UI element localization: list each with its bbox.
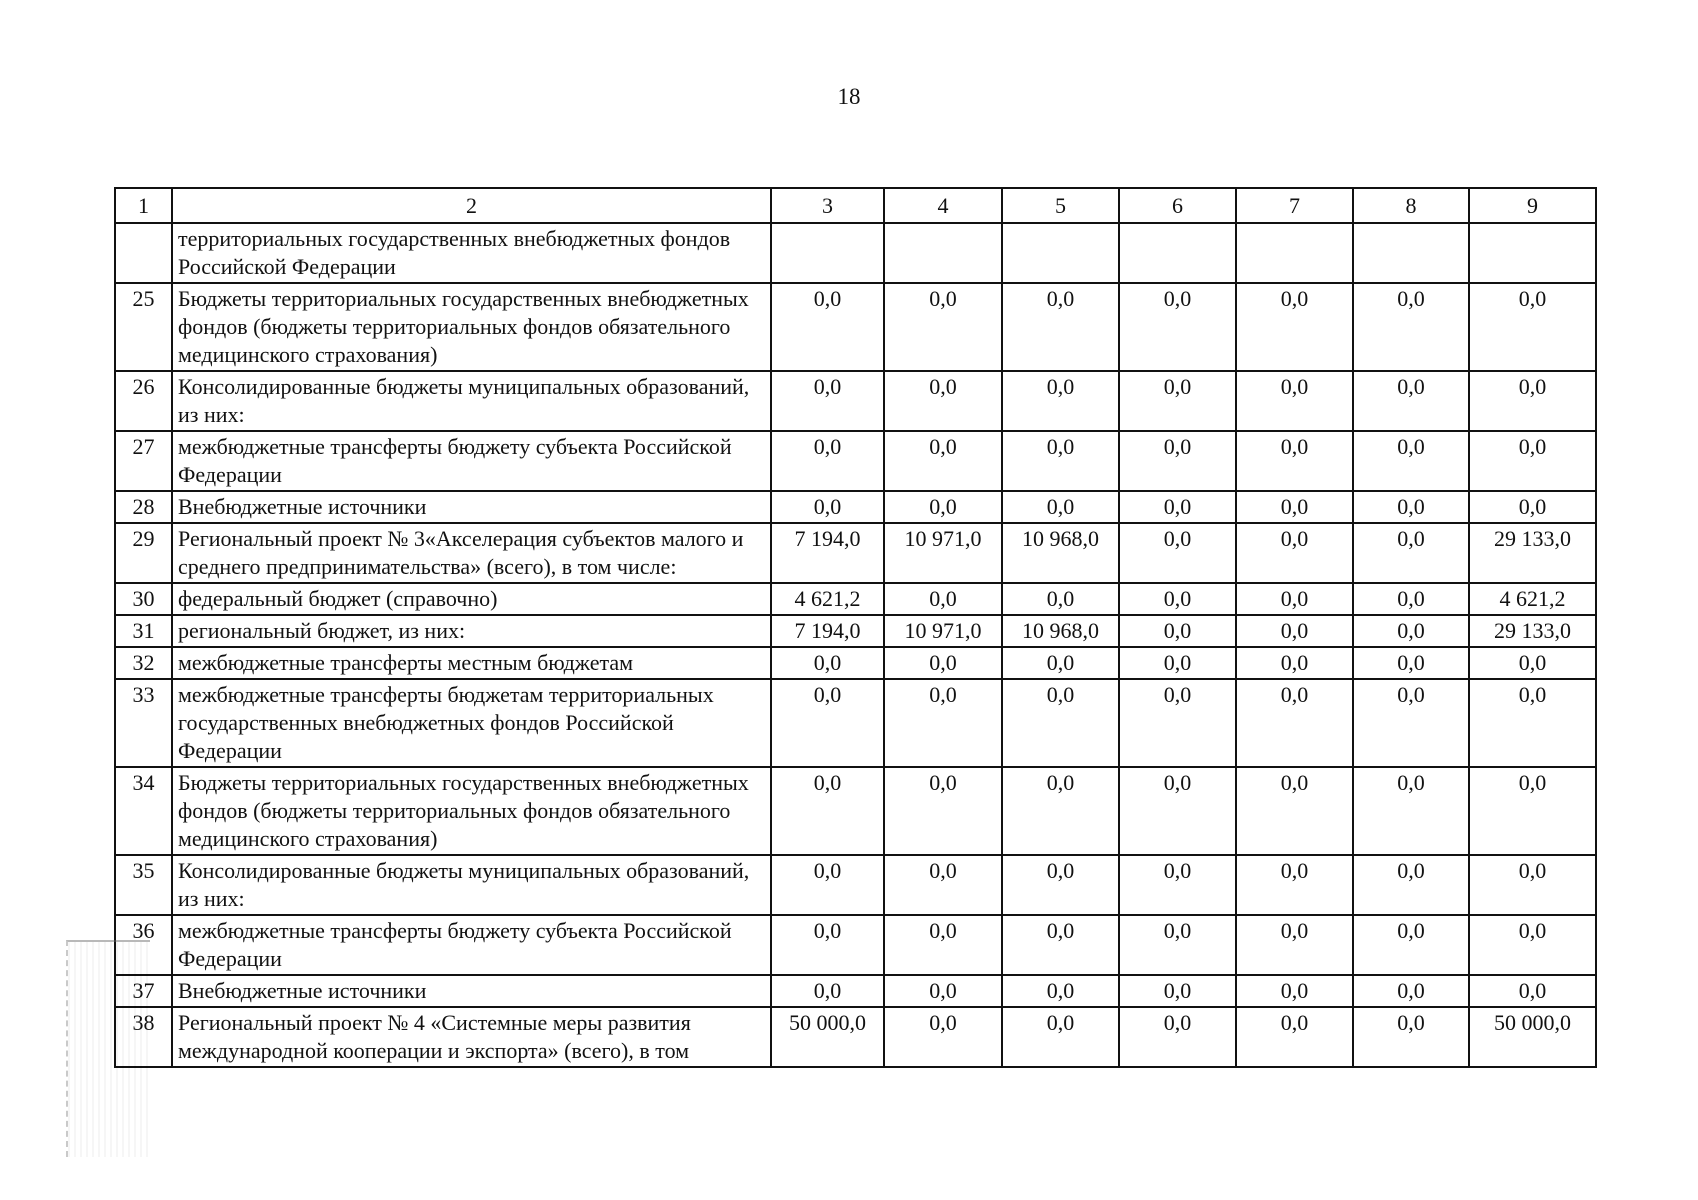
value-cell: 0,0: [771, 371, 884, 431]
value-cell: 0,0: [1119, 615, 1236, 647]
value-cell: 29 133,0: [1469, 615, 1596, 647]
value-cell: 0,0: [1236, 915, 1353, 975]
table-row: [115, 647, 1596, 679]
value-cell: 0,0: [771, 855, 884, 915]
row-number: [115, 223, 172, 283]
row-description: Региональный проект № 3«Акселерация субъектов малого и среднего предпринимательства» (всего), в том числе:: [172, 523, 771, 583]
column-header: 7: [1236, 188, 1353, 223]
value-cell: 0,0: [1119, 583, 1236, 615]
value-cell: 0,0: [884, 679, 1002, 767]
column-header: 5: [1002, 188, 1119, 223]
value-cell: 4 621,2: [1469, 583, 1596, 615]
value-cell: 0,0: [1119, 679, 1236, 767]
value-cell: 0,0: [1353, 915, 1469, 975]
value-cell: 0,0: [1469, 371, 1596, 431]
value-cell: 0,0: [1236, 371, 1353, 431]
table-row: [115, 223, 1596, 283]
value-cell: 0,0: [1002, 915, 1119, 975]
budget-table: [114, 187, 1597, 1068]
value-cell: [884, 223, 1002, 283]
value-cell: 7 194,0: [771, 615, 884, 647]
value-cell: 0,0: [884, 431, 1002, 491]
value-cell: 0,0: [1469, 915, 1596, 975]
value-cell: 0,0: [1236, 647, 1353, 679]
value-cell: 0,0: [1119, 647, 1236, 679]
value-cell: 0,0: [1002, 767, 1119, 855]
row-number: 34: [115, 767, 172, 855]
row-number: 32: [115, 647, 172, 679]
row-description: межбюджетные трансферты бюджету субъекта Российской Федерации: [172, 915, 771, 975]
value-cell: 0,0: [1002, 1007, 1119, 1067]
value-cell: 0,0: [1236, 523, 1353, 583]
value-cell: 0,0: [1353, 283, 1469, 371]
value-cell: [1119, 223, 1236, 283]
column-header: 1: [115, 188, 172, 223]
value-cell: 0,0: [1236, 855, 1353, 915]
value-cell: 29 133,0: [1469, 523, 1596, 583]
row-number: 28: [115, 491, 172, 523]
row-description: территориальных государственных внебюджетных фондов Российской Федерации: [172, 223, 771, 283]
row-number: 29: [115, 523, 172, 583]
value-cell: 0,0: [1236, 615, 1353, 647]
value-cell: [1236, 223, 1353, 283]
value-cell: 0,0: [771, 767, 884, 855]
row-description: Бюджеты территориальных государственных внебюджетных фондов (бюджеты территориальных фондов обязательного медицинского страхования): [172, 283, 771, 371]
value-cell: 50 000,0: [1469, 1007, 1596, 1067]
value-cell: [771, 223, 884, 283]
value-cell: 0,0: [771, 431, 884, 491]
value-cell: 10 968,0: [1002, 523, 1119, 583]
value-cell: 0,0: [1353, 431, 1469, 491]
row-number: 37: [115, 975, 172, 1007]
value-cell: 0,0: [1469, 431, 1596, 491]
value-cell: 0,0: [771, 915, 884, 975]
row-number: 26: [115, 371, 172, 431]
value-cell: 0,0: [884, 767, 1002, 855]
row-description: Консолидированные бюджеты муниципальных образований, из них:: [172, 371, 771, 431]
table-row: [115, 615, 1596, 647]
column-header: 9: [1469, 188, 1596, 223]
value-cell: 0,0: [1119, 855, 1236, 915]
value-cell: 0,0: [771, 647, 884, 679]
row-number: 30: [115, 583, 172, 615]
value-cell: 7 194,0: [771, 523, 884, 583]
value-cell: 0,0: [884, 647, 1002, 679]
value-cell: 10 971,0: [884, 615, 1002, 647]
value-cell: 0,0: [1002, 283, 1119, 371]
row-description: межбюджетные трансферты бюджету субъекта Российской Федерации: [172, 431, 771, 491]
value-cell: 0,0: [1353, 615, 1469, 647]
value-cell: 0,0: [1469, 767, 1596, 855]
row-number: 33: [115, 679, 172, 767]
table-row: [115, 915, 1596, 975]
value-cell: 0,0: [1119, 767, 1236, 855]
value-cell: 0,0: [1353, 855, 1469, 915]
table-row: [115, 371, 1596, 431]
value-cell: 0,0: [1353, 679, 1469, 767]
table-row: [115, 679, 1596, 767]
margin-stamp: [66, 940, 150, 1157]
table-row: [115, 283, 1596, 371]
value-cell: 0,0: [1353, 1007, 1469, 1067]
table-row: [115, 1007, 1596, 1067]
value-cell: 0,0: [884, 1007, 1002, 1067]
value-cell: 0,0: [884, 491, 1002, 523]
value-cell: 0,0: [771, 679, 884, 767]
value-cell: 0,0: [1002, 855, 1119, 915]
value-cell: 0,0: [1469, 491, 1596, 523]
value-cell: 0,0: [1469, 679, 1596, 767]
value-cell: 0,0: [884, 583, 1002, 615]
value-cell: 0,0: [1119, 283, 1236, 371]
value-cell: 0,0: [884, 975, 1002, 1007]
table-row: [115, 491, 1596, 523]
table-row: [115, 431, 1596, 491]
row-description: Внебюджетные источники: [172, 491, 771, 523]
value-cell: [1469, 223, 1596, 283]
value-cell: 0,0: [1119, 371, 1236, 431]
row-description: Консолидированные бюджеты муниципальных образований, из них:: [172, 855, 771, 915]
value-cell: [1002, 223, 1119, 283]
table-row: [115, 523, 1596, 583]
row-description: региональный бюджет, из них:: [172, 615, 771, 647]
value-cell: 0,0: [1002, 371, 1119, 431]
row-number: 38: [115, 1007, 172, 1067]
value-cell: 0,0: [1353, 371, 1469, 431]
row-description: Внебюджетные источники: [172, 975, 771, 1007]
value-cell: 0,0: [1469, 855, 1596, 915]
value-cell: 0,0: [771, 283, 884, 371]
row-description: Региональный проект № 4 «Системные меры развития международной кооперации и экспорта» (всего), в том: [172, 1007, 771, 1067]
value-cell: 0,0: [1236, 283, 1353, 371]
value-cell: 0,0: [771, 491, 884, 523]
page-number: 18: [837, 84, 861, 109]
value-cell: 0,0: [1353, 491, 1469, 523]
value-cell: 0,0: [1469, 647, 1596, 679]
value-cell: 0,0: [1002, 431, 1119, 491]
value-cell: 0,0: [1236, 767, 1353, 855]
value-cell: 0,0: [1236, 431, 1353, 491]
value-cell: 10 971,0: [884, 523, 1002, 583]
value-cell: 0,0: [1002, 679, 1119, 767]
value-cell: 0,0: [1469, 283, 1596, 371]
value-cell: 4 621,2: [771, 583, 884, 615]
value-cell: 0,0: [771, 975, 884, 1007]
row-number: 36: [115, 915, 172, 975]
value-cell: 0,0: [1119, 431, 1236, 491]
value-cell: 0,0: [1353, 975, 1469, 1007]
value-cell: 0,0: [1236, 491, 1353, 523]
value-cell: 0,0: [1119, 1007, 1236, 1067]
row-description: межбюджетные трансферты бюджетам территориальных государственных внебюджетных фондов Российской Федерации: [172, 679, 771, 767]
value-cell: 0,0: [1236, 1007, 1353, 1067]
value-cell: 0,0: [1119, 915, 1236, 975]
column-header: 8: [1353, 188, 1469, 223]
value-cell: 0,0: [1002, 975, 1119, 1007]
table-row: [115, 583, 1596, 615]
row-description: Бюджеты территориальных государственных внебюджетных фондов (бюджеты территориальных фондов обязательного медицинского страхования): [172, 767, 771, 855]
value-cell: 0,0: [1119, 975, 1236, 1007]
value-cell: 0,0: [1119, 491, 1236, 523]
value-cell: 0,0: [1002, 583, 1119, 615]
table-header-row: [115, 188, 1596, 223]
row-description: межбюджетные трансферты местным бюджетам: [172, 647, 771, 679]
value-cell: 0,0: [884, 371, 1002, 431]
value-cell: 50 000,0: [771, 1007, 884, 1067]
value-cell: 0,0: [884, 915, 1002, 975]
column-header: 6: [1119, 188, 1236, 223]
value-cell: 0,0: [884, 855, 1002, 915]
column-header: 3: [771, 188, 884, 223]
table-row: [115, 855, 1596, 915]
column-header: 4: [884, 188, 1002, 223]
row-number: 31: [115, 615, 172, 647]
value-cell: 0,0: [884, 283, 1002, 371]
value-cell: [1353, 223, 1469, 283]
value-cell: 0,0: [1469, 975, 1596, 1007]
table-row: [115, 767, 1596, 855]
value-cell: 0,0: [1119, 523, 1236, 583]
value-cell: 0,0: [1236, 975, 1353, 1007]
value-cell: 0,0: [1002, 647, 1119, 679]
column-header: 2: [172, 188, 771, 223]
value-cell: 0,0: [1353, 767, 1469, 855]
table-row: [115, 975, 1596, 1007]
value-cell: 0,0: [1002, 491, 1119, 523]
value-cell: 0,0: [1236, 679, 1353, 767]
value-cell: 0,0: [1353, 647, 1469, 679]
value-cell: 10 968,0: [1002, 615, 1119, 647]
value-cell: 0,0: [1236, 583, 1353, 615]
value-cell: 0,0: [1353, 523, 1469, 583]
row-number: 25: [115, 283, 172, 371]
row-number: 27: [115, 431, 172, 491]
value-cell: 0,0: [1353, 583, 1469, 615]
row-description: федеральный бюджет (справочно): [172, 583, 771, 615]
row-number: 35: [115, 855, 172, 915]
